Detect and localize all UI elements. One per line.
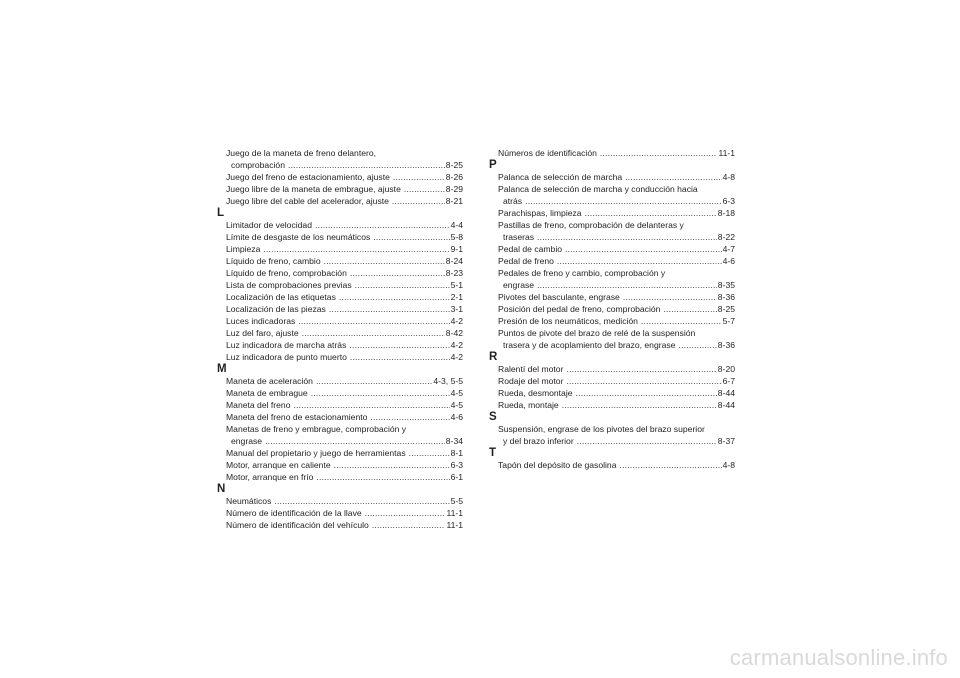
- index-page-ref: 8-25: [445, 160, 463, 170]
- dot-leader: [302, 327, 445, 339]
- dot-leader: [537, 279, 717, 291]
- index-entry: [226, 519, 463, 531]
- index-entry-text: Limpieza: [226, 244, 261, 254]
- dot-leader: [566, 363, 716, 375]
- dot-leader: [663, 303, 716, 315]
- index-page-ref: 8-23: [445, 268, 463, 278]
- dot-leader: [370, 411, 449, 423]
- index-page-ref: 4-2: [450, 316, 463, 326]
- index-page-ref: 8-18: [717, 208, 735, 218]
- dot-leader: [585, 207, 717, 219]
- dot-leader: [294, 399, 450, 411]
- dot-leader: [324, 255, 445, 267]
- index-entry: [226, 387, 463, 399]
- index-page-ref: 6-3: [722, 196, 735, 206]
- index-page-ref: 8-26: [445, 172, 463, 182]
- index-page-ref: 6-7: [722, 376, 735, 386]
- dot-leader: [576, 387, 717, 399]
- index-entry-continuation: [498, 339, 735, 351]
- dot-leader: [625, 171, 721, 183]
- index-entry-text: Luces indicadoras: [226, 316, 296, 326]
- dot-leader: [623, 291, 717, 303]
- index-entry-continuation: [498, 195, 735, 207]
- index-entry-text: Lista de comprobaciones previas: [226, 280, 352, 290]
- index-page-ref: 4-5: [450, 400, 463, 410]
- index-entry: [226, 303, 463, 315]
- index-page-ref: 8-36: [717, 292, 735, 302]
- index-entry-text: Maneta de aceleración: [226, 376, 313, 386]
- index-page-ref: 4-6: [722, 256, 735, 266]
- index-entry: [226, 315, 463, 327]
- dot-leader: [365, 507, 446, 519]
- index-entry-text: Localización de las etiquetas: [226, 292, 336, 302]
- dot-leader: [311, 387, 450, 399]
- index-entry-text: Manual del propietario y juego de herramientas: [226, 448, 406, 458]
- index-entry: [498, 219, 735, 231]
- dot-leader: [557, 255, 722, 267]
- index-letter-heading: T: [489, 447, 497, 459]
- index-entry-text: Juego del freno de estacionamiento, ajuste: [226, 172, 390, 182]
- index-entry: [226, 351, 463, 363]
- index-entry-text: Número de identificación del vehículo: [226, 520, 369, 530]
- index-entry: [226, 231, 463, 243]
- dot-leader: [577, 435, 717, 447]
- index-entry: [498, 363, 735, 375]
- index-entry: [498, 243, 735, 255]
- index-entry-text: Pedal de freno: [498, 256, 554, 266]
- index-page-ref: 2-1: [450, 292, 463, 302]
- index-entry-text: traseras: [503, 232, 535, 242]
- index-entry: [498, 399, 735, 411]
- index-page-ref: 8-44: [717, 400, 735, 410]
- index-entry: [226, 195, 463, 207]
- dot-leader: [288, 159, 445, 171]
- index-page-ref: 8-21: [445, 196, 463, 206]
- index-page-ref: 8-36: [717, 340, 735, 350]
- index-entry-text: Limitador de velocidad: [226, 220, 312, 230]
- index-entry: [226, 471, 463, 483]
- index-entry: [498, 291, 735, 303]
- dot-leader: [393, 171, 445, 183]
- dot-leader: [620, 459, 722, 471]
- index-entry-text: atrás: [503, 196, 523, 206]
- dot-leader: [565, 243, 722, 255]
- index-entry: [226, 243, 463, 255]
- dot-leader: [274, 495, 449, 507]
- index-entry-text: y del brazo inferior: [503, 436, 574, 446]
- index-entry-text: Juego libre del cable del acelerador, ajuste: [226, 196, 389, 206]
- index-entry-text: Neumáticos: [226, 496, 272, 506]
- dot-leader: [678, 339, 716, 351]
- index-entry-text: Localización de las piezas: [226, 304, 326, 314]
- index-entry-text: Juego de la maneta de freno delantero,: [226, 148, 377, 158]
- index-entry-text: Líquido de freno, comprobación: [226, 268, 347, 278]
- index-entry: [226, 411, 463, 423]
- index-entry-text: Luz indicadora de punto muerto: [226, 352, 347, 362]
- index-entry-text: Parachispas, limpieza: [498, 208, 582, 218]
- index-page-ref: 5-7: [722, 316, 735, 326]
- dot-leader: [316, 471, 449, 483]
- index-entry: [226, 255, 463, 267]
- index-entry: [226, 183, 463, 195]
- index-entry-text: comprobación: [231, 160, 285, 170]
- index-letter-heading: M: [217, 363, 227, 375]
- index-column-right: [489, 147, 735, 471]
- index-entry: [226, 447, 463, 459]
- index-entry-text: Pastillas de freno, comprobación de delanteras y: [498, 220, 684, 230]
- index-letter-heading: N: [217, 483, 226, 495]
- dot-leader: [525, 195, 721, 207]
- index-page-ref: 8-22: [717, 232, 735, 242]
- index-entry-continuation: [226, 159, 463, 171]
- index-entry: [226, 495, 463, 507]
- dot-leader: [316, 375, 432, 387]
- index-page-ref: 3-1: [450, 304, 463, 314]
- index-page-ref: 8-25: [717, 304, 735, 314]
- index-entry: [498, 375, 735, 387]
- dot-leader: [350, 351, 450, 363]
- index-entry-text: Pedales de freno y cambio, comprobación y: [498, 268, 666, 278]
- index-page-ref: 11-1: [718, 148, 735, 158]
- dot-leader: [600, 147, 718, 159]
- dot-leader: [329, 303, 450, 315]
- index-entry-text: Suspensión, engrase de los pivotes del brazo superior: [498, 424, 705, 434]
- index-page-ref: 8-37: [717, 436, 735, 446]
- index-entry-text: Maneta del freno de estacionamiento: [226, 412, 368, 422]
- index-entry: [498, 147, 735, 159]
- index-page-ref: 4-2: [450, 340, 463, 350]
- dot-leader: [537, 231, 717, 243]
- index-page-ref: 8-34: [445, 436, 463, 446]
- dot-leader: [350, 267, 445, 279]
- index-entry: [226, 219, 463, 231]
- index-entry: [498, 459, 735, 471]
- index-entry-text: Números de identificación: [498, 148, 597, 158]
- index-entry: [498, 315, 735, 327]
- index-entry: [226, 291, 463, 303]
- index-entry-continuation: [498, 279, 735, 291]
- watermark-text: carmanualsonline.info: [729, 645, 948, 670]
- index-page-ref: 4-8: [722, 172, 735, 182]
- dot-leader: [298, 315, 449, 327]
- dot-leader: [392, 195, 445, 207]
- index-entry-text: Posición del pedal de freno, comprobación: [498, 304, 661, 314]
- dot-leader: [566, 375, 721, 387]
- index-entry-text: Rodaje del motor: [498, 376, 564, 386]
- index-entry-text: Pedal de cambio: [498, 244, 563, 254]
- index-entry: [498, 387, 735, 399]
- index-entry-text: Rueda, montaje: [498, 400, 559, 410]
- index-entry: [498, 303, 735, 315]
- index-page-ref: 8-29: [445, 184, 463, 194]
- index-page-ref: 8-42: [445, 328, 463, 338]
- index-entry-text: Tapón del depósito de gasolina: [498, 460, 617, 470]
- index-letter-heading: P: [489, 159, 497, 171]
- index-entry-text: Pivotes del basculante, engrase: [498, 292, 620, 302]
- index-entry-text: Palanca de selección de marcha y conducción hacia: [498, 184, 698, 194]
- index-page-ref: 11-1: [446, 508, 463, 518]
- index-page-ref: 8-35: [717, 280, 735, 290]
- dot-leader: [373, 231, 449, 243]
- index-entry: [498, 171, 735, 183]
- dot-leader: [404, 183, 445, 195]
- index-page-ref: 4-8: [722, 460, 735, 470]
- index-page-ref: 11-1: [446, 520, 463, 530]
- index-page-ref: 5-1: [450, 280, 463, 290]
- index-entry-text: Manetas de freno y embrague, comprobación y: [226, 424, 407, 434]
- index-entry-text: Juego libre de la maneta de embrague, ajuste: [226, 184, 401, 194]
- index-page-ref: 4-4: [450, 220, 463, 230]
- index-entry-continuation: [498, 231, 735, 243]
- dot-leader: [562, 399, 717, 411]
- index-entry: [226, 423, 463, 435]
- index-entry-text: Límite de desgaste de los neumáticos: [226, 232, 371, 242]
- index-page-ref: 8-24: [445, 256, 463, 266]
- index-page-ref: 8-44: [717, 388, 735, 398]
- index-entry: [498, 327, 735, 339]
- index-page-ref: 5-8: [450, 232, 463, 242]
- index-page-ref: 5-5: [450, 496, 463, 506]
- index-entry-text: trasera y de acoplamiento del brazo, engrase: [503, 340, 676, 350]
- index-entry-text: Rueda, desmontaje: [498, 388, 573, 398]
- index-entry-text: Luz del faro, ajuste: [226, 328, 299, 338]
- index-entry-text: Líquido de freno, cambio: [226, 256, 321, 266]
- index-entry-text: Luz indicadora de marcha atrás: [226, 340, 347, 350]
- index-entry-text: Número de identificación de la llave: [226, 508, 362, 518]
- index-letter-heading: R: [489, 351, 498, 363]
- index-page-ref: 8-1: [450, 448, 463, 458]
- index-entry-continuation: [498, 435, 735, 447]
- index-entry-text: engrase: [231, 436, 263, 446]
- index-page-ref: 6-3: [450, 460, 463, 470]
- index-entry-text: Presión de los neumáticos, medición: [498, 316, 638, 326]
- index-page-ref: 4-5: [450, 388, 463, 398]
- dot-leader: [409, 447, 450, 459]
- index-page-ref: 8-20: [717, 364, 735, 374]
- index-entry-text: Motor, arranque en frío: [226, 472, 314, 482]
- index-page-ref: 4-3, 5-5: [433, 376, 463, 386]
- index-entry-text: Motor, arranque en caliente: [226, 460, 331, 470]
- index-entry: [226, 375, 463, 387]
- dot-leader: [641, 315, 722, 327]
- index-letter-heading: S: [489, 411, 497, 423]
- index-entry: [498, 423, 735, 435]
- dot-leader: [263, 243, 449, 255]
- dot-leader: [265, 435, 445, 447]
- index-entry: [498, 255, 735, 267]
- dot-leader: [372, 519, 446, 531]
- index-entry: [226, 171, 463, 183]
- index-letter-heading: L: [217, 207, 225, 219]
- index-page-ref: 4-7: [722, 244, 735, 254]
- index-entry-text: Maneta de embrague: [226, 388, 308, 398]
- index-entry: [498, 207, 735, 219]
- index-entry: [226, 147, 463, 159]
- index-entry-text: Puntos de pivote del brazo de relé de la suspensión: [498, 328, 696, 338]
- dot-leader: [355, 279, 450, 291]
- dot-leader: [349, 339, 449, 351]
- index-entry: [226, 339, 463, 351]
- index-entry-text: Palanca de selección de marcha: [498, 172, 623, 182]
- index-page-ref: 4-6: [450, 412, 463, 422]
- index-entry-text: Ralentí del motor: [498, 364, 564, 374]
- index-entry: [226, 279, 463, 291]
- index-entry-text: engrase: [503, 280, 535, 290]
- index-page-ref: 9-1: [450, 244, 463, 254]
- dot-leader: [339, 291, 450, 303]
- index-entry: [226, 267, 463, 279]
- index-column-left: [217, 147, 463, 531]
- dot-leader: [315, 219, 450, 231]
- index-entry: [498, 183, 735, 195]
- index-entry: [226, 507, 463, 519]
- index-entry: [226, 459, 463, 471]
- index-page-ref: 4-2: [450, 352, 463, 362]
- dot-leader: [334, 459, 450, 471]
- index-entry-text: Maneta del freno: [226, 400, 291, 410]
- index-entry: [226, 327, 463, 339]
- index-entry-continuation: [226, 435, 463, 447]
- index-entry: [498, 267, 735, 279]
- index-page-ref: 6-1: [450, 472, 463, 482]
- index-entry: [226, 399, 463, 411]
